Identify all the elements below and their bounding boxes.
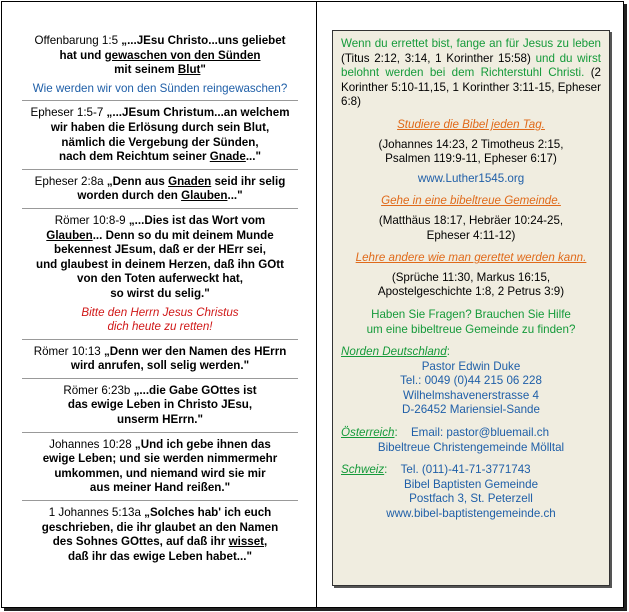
verse-ref: Römer 6:23b xyxy=(63,383,131,397)
verse-text: von den Toten auferweckt hat, xyxy=(77,272,243,286)
address-line: D-26452 Mariensiel-Sande xyxy=(402,403,540,417)
witness-heading: Lehre andere wie man gerettet werden kann. xyxy=(355,251,587,265)
verse-ephesians-1 xyxy=(16,106,304,164)
intro-green: Wenn du errettet bist, fange an für Jesus zu leben xyxy=(341,37,601,50)
verse-text: geschrieben, die ihr glaubet an den Namen xyxy=(41,520,279,534)
verse-text: so wirst du selig." xyxy=(110,286,210,300)
right-panel xyxy=(332,30,610,586)
phone-line[interactable]: Tel. (011)-41-71-3771743 xyxy=(400,463,531,477)
verse-underline: Blut xyxy=(177,63,201,77)
ref-line: (Johannes 14:23, 2 Timotheus 2:15, xyxy=(378,137,564,151)
verse-text: „...die Gabe GOttes ist xyxy=(133,383,257,397)
verse-ref: Offenbarung 1:5 xyxy=(34,34,119,47)
ref-line: Epheser 4:11-12) xyxy=(426,228,516,242)
church-refs xyxy=(341,214,601,243)
call-line: dich heute zu retten! xyxy=(107,320,213,334)
tract-frame xyxy=(1,1,624,608)
verse-underline: wisset xyxy=(228,535,265,549)
ref-line: Psalmen 119:9-11, Epheser 6:17) xyxy=(385,152,557,166)
verse-text: umkommen, und niemand wird sie mir xyxy=(54,466,266,480)
verse-text: bekennest JEsum, daß er der HErr sei, xyxy=(54,243,266,257)
separator xyxy=(22,500,298,501)
questions-line: Haben Sie Fragen? Brauchen Sie Hilfe xyxy=(371,307,571,321)
verse-text: nämlich die Vergebung der Sünden, xyxy=(61,135,259,149)
region-label: Österreich xyxy=(341,426,395,440)
verse-text: seid ihr selig xyxy=(211,174,286,188)
verse-underline: Glauben xyxy=(181,189,228,203)
verse-romans-6-23 xyxy=(16,384,304,428)
verse-text: des Sohnes GOttes, auf daß ihr xyxy=(52,535,229,549)
separator xyxy=(22,378,298,379)
witness-refs xyxy=(341,271,601,300)
austria-church: Bibeltreue Christengemeinde Mölltal xyxy=(377,440,565,454)
verse-text: ... Denn so du mit deinem Munde xyxy=(92,228,274,242)
study-heading: Studiere die Bibel jeden Tag. xyxy=(397,117,545,131)
separator xyxy=(22,169,298,170)
verse-text: aus meiner Hand reißen." xyxy=(89,481,231,495)
fold-divider xyxy=(316,2,317,607)
swiss-address xyxy=(341,478,601,522)
verse-ref: Römer 10:8-9 xyxy=(54,213,126,227)
study-refs xyxy=(341,138,601,167)
verse-underline: Gnade xyxy=(209,150,246,164)
verse-revelation xyxy=(16,34,304,78)
verse-text: nach dem Reichtum seiner xyxy=(58,150,210,164)
verse-text: „Solches hab' ich euch xyxy=(144,506,272,520)
call-to-salvation xyxy=(16,306,304,335)
verse-john-10-28 xyxy=(16,438,304,496)
verse-text: mit seinem xyxy=(114,63,178,77)
intro-refs: (Titus 2:12, 3:14, 1 Korinther 15:58) xyxy=(341,51,531,65)
phone-line[interactable]: Tel.: 0049 (0)44 215 06 228 xyxy=(400,374,542,388)
verse-underline: Glauben xyxy=(46,228,93,242)
verse-text: „Denn aus xyxy=(106,174,169,188)
verse-ref: Epheser 1:5-7 xyxy=(30,106,104,120)
ref-line: Apostelgeschichte 1:8, 2 Petrus 3:9) xyxy=(377,285,565,299)
contact-swiss xyxy=(341,463,601,478)
address-line: Wilhelmshavenerstrasse 4 xyxy=(403,388,539,402)
verse-text: " xyxy=(200,63,206,77)
verse-underline: gewaschen von den Sünden xyxy=(104,48,261,62)
contact-north xyxy=(341,345,601,360)
questions-line: um eine bibeltreue Gemeinde zu finden? xyxy=(366,322,576,336)
verse-text: „Und ich gebe ihnen das xyxy=(134,437,271,451)
contact-north-address xyxy=(341,360,601,418)
separator xyxy=(22,208,298,209)
ref-line: (Sprüche 11:30, Markus 16:15, xyxy=(391,270,551,284)
verse-ephesians-2 xyxy=(16,175,304,204)
questions-text xyxy=(341,308,601,337)
verse-romans-10-13 xyxy=(16,345,304,374)
verse-text: wir haben die Erlösung durch sein Blut, xyxy=(50,120,270,134)
address-line: Bibel Baptisten Gemeinde xyxy=(403,477,539,491)
intro-green: und du wirst belohnt werden bei dem Richterstuhl Christi. xyxy=(341,51,601,80)
verse-1-john-5-13 xyxy=(16,506,304,564)
verse-text: , xyxy=(264,535,268,549)
verse-text: und glaubest in deinem Herzen, daß ihn GOtt xyxy=(36,257,284,271)
verse-text: „...Dies ist das Wort vom xyxy=(128,213,266,227)
call-line: Bitte den Herrn Jesus Christus xyxy=(81,305,239,319)
website-link[interactable]: www.bibel-baptistengemeinde.ch xyxy=(386,507,556,521)
left-panel xyxy=(16,34,304,568)
verse-text: „...JEsu Christo...uns geliebet xyxy=(121,34,286,47)
study-url-link[interactable]: www.Luther1545.org xyxy=(417,171,525,185)
verse-ref: 1 Johannes 5:13a xyxy=(48,506,141,520)
verse-text: wird anrufen, soll selig werden." xyxy=(70,359,250,373)
verse-underline: Gnaden xyxy=(168,174,212,188)
verse-text: worden durch den xyxy=(77,189,182,203)
separator xyxy=(22,339,298,340)
ref-line: (Matthäus 18:17, Hebräer 10:24-25, xyxy=(378,213,564,227)
region-colon: : xyxy=(384,463,388,477)
region-colon: : xyxy=(394,426,398,440)
region-label: Norden Deutschland xyxy=(341,345,447,359)
verse-ref: Römer 10:13 xyxy=(33,344,101,358)
verse-ref: Epheser 2:8a xyxy=(34,174,104,188)
verse-text: ..." xyxy=(245,150,261,164)
address-line: Postfach 3, St. Peterzell xyxy=(409,492,533,506)
verse-text: hat und xyxy=(59,48,105,62)
verse-text: „...JEsum Christum...an welchem xyxy=(106,106,290,120)
intro-paragraph xyxy=(341,37,601,110)
email-link[interactable]: Email: pastor@bluemail.ch xyxy=(410,426,550,440)
verse-text: unserm HErrn." xyxy=(116,413,204,427)
verse-text: ewige Leben; und sie werden nimmermehr xyxy=(42,452,278,466)
address-line: Pastor Edwin Duke xyxy=(421,359,521,373)
verse-text: „Denn wer den Namen des HErrn xyxy=(103,344,287,358)
verse-text: ..." xyxy=(227,189,243,203)
separator xyxy=(22,100,298,101)
verse-ref: Johannes 10:28 xyxy=(49,437,132,451)
region-colon: : xyxy=(446,345,450,359)
region-label: Schweiz xyxy=(341,463,385,477)
verse-romans-10-8 xyxy=(16,214,304,302)
church-heading: Gehe in eine bibeltreue Gemeinde. xyxy=(381,194,561,208)
intro-refs: (2 Korinther 5:10-11,15, 1 Korinther 3:11-15, Epheser 6:8) xyxy=(341,66,601,109)
separator xyxy=(22,432,298,433)
contact-austria xyxy=(341,426,601,441)
verse-text: das ewige Leben in Christo JEsu, xyxy=(67,398,253,412)
verse-text: daß ihr das ewige Leben habet..." xyxy=(68,549,252,563)
question-heading: Wie werden wir von den Sünden reingewaschen? xyxy=(32,81,288,95)
